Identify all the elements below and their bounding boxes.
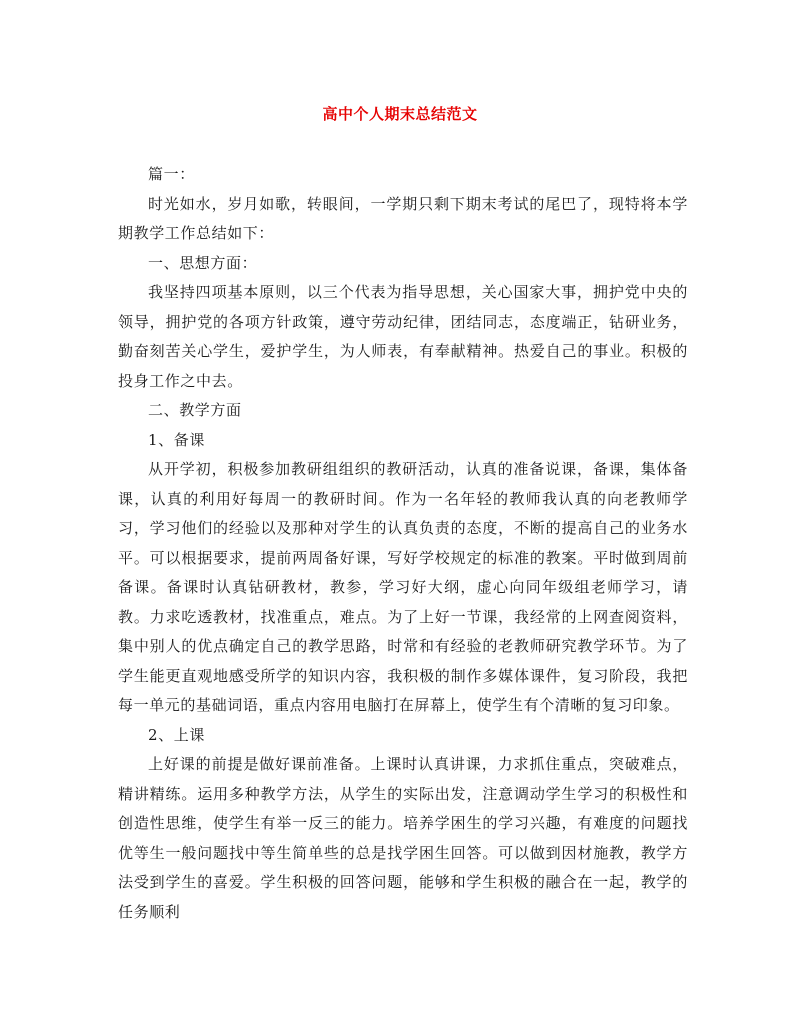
intro-paragraph: 时光如水，岁月如歌，转眼间，一学期只剩下期末考试的尾巴了，现特将本学期教学工作总结如下： — [118, 194, 688, 242]
class-paragraph: 上好课的前提是做好课前准备。上课时认真讲课，力求抓住重点，突破难点，精讲精练。运用多种教学方法，从学生的实际出发，注意调动学生学习的积极性和创造性思维，使学生有举一反三的能力。培养学困生的学习兴趣，有难度的问题找优等生一般问题找中等生简单些的总是找学困生回答。可以做到因材施教，教学方法受到学生的喜爱。学生积极的回答问题，能够和学生积极的融合在一起，教学的任务顺利 — [118, 755, 688, 921]
ideology-paragraph: 我坚持四项基本原则，以三个代表为指导思想，关心国家大事，拥护党中央的领导，拥护党的各项方针政策，遵守劳动纪律，团结同志，态度端正，钻研业务，勤奋刻苦关心学生，爱护学生，为人师表，有奉献精神。热爱自己的事业。积极的投身工作之中去。 — [118, 283, 688, 390]
heading-ideology: 一、思想方面： — [148, 253, 258, 272]
heading-teaching: 二、教学方面 — [148, 401, 242, 419]
section-label-part-one: 篇一： — [148, 165, 195, 183]
subheading-lesson-prep: 1、备课 — [148, 430, 205, 449]
document-title: 高中个人期末总结范文 — [322, 105, 478, 123]
lesson-prep-paragraph: 从开学初，积极参加教研组组织的教研活动，认真的准备说课，备课，集体备课，认真的利用好每周一的教研时间。作为一名年轻的教师我认真的向老教师学习，学习他们的经验以及那种对学生的认真负责的态度，不断的提高自己的业务水平。可以根据要求，提前两周备好课，写好学校规定的标准的教案。平时做到周前备课。备课时认真钻研教材，教参，学习好大纲，虚心向同年级组老师学习，请教。力求吃透教材，找准重点，难点。为了上好一节课，我经常的上网查阅资料，集中别人的优点确定自己的教学思路，时常和有经验的老教师研究教学环节。为了学生能更直观地感受所学的知识内容，我积极的制作多媒体课件，复习阶段，我把每一单元的基础词语，重点内容用电脑打在屏幕上，使学生有个清晰的复习印象。 — [118, 460, 688, 714]
document-body — [118, 160, 688, 927]
subheading-class: 2、上课 — [148, 725, 205, 744]
